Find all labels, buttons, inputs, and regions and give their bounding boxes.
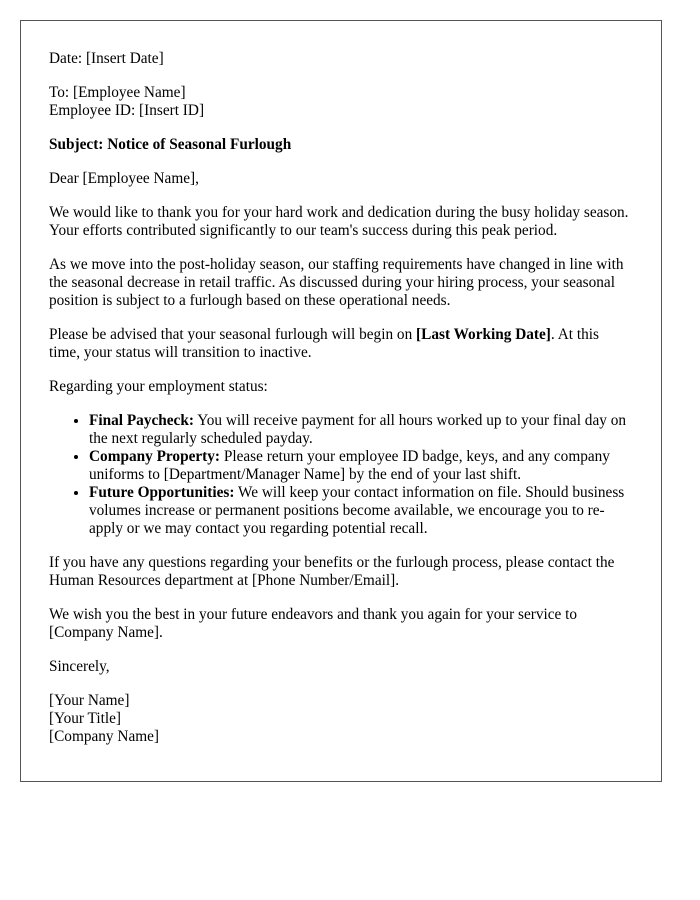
furlough-letter bbox=[20, 20, 662, 782]
paragraph-thanks: We would like to thank you for your hard work and dedication during the busy holiday season. Your efforts contributed significantly to our team's success during this peak period. bbox=[49, 204, 629, 239]
furlough-date-text-after: . At this time, your status will transition to inactive. bbox=[49, 326, 599, 361]
list-item-final-paycheck bbox=[89, 412, 633, 448]
status-intro: Regarding your employment status: bbox=[49, 378, 268, 395]
subject-line: Subject: Notice of Seasonal Furlough bbox=[49, 136, 292, 153]
list-item-text: You will receive payment for all hours worked up to your final day on the next regularly scheduled payday. bbox=[89, 412, 626, 447]
paragraph-contact: If you have any questions regarding your benefits or the furlough process, please contact the Human Resources department at [Phone Number/Email]. bbox=[49, 554, 615, 589]
list-item-company-property bbox=[89, 448, 633, 484]
employment-status-list bbox=[49, 412, 633, 538]
recipient-block bbox=[49, 84, 633, 120]
list-item-title: Future Opportunities: bbox=[89, 484, 235, 501]
closing: Sincerely, bbox=[49, 658, 110, 675]
paragraph-farewell: We wish you the best in your future endeavors and thank you again for your service to [Company Name]. bbox=[49, 606, 578, 641]
list-item-title: Final Paycheck: bbox=[89, 412, 194, 429]
last-working-date: [Last Working Date] bbox=[416, 326, 551, 343]
signature-title: [Your Title] bbox=[49, 710, 121, 727]
furlough-date-text-before: Please be advised that your seasonal furlough will begin on bbox=[49, 326, 417, 343]
signature-name: [Your Name] bbox=[49, 692, 130, 709]
salutation: Dear [Employee Name], bbox=[49, 170, 199, 187]
recipient-name: To: [Employee Name] bbox=[49, 84, 186, 101]
signature-company: [Company Name] bbox=[49, 728, 160, 745]
list-item-title: Company Property: bbox=[89, 448, 221, 465]
employee-id: Employee ID: [Insert ID] bbox=[49, 102, 205, 119]
signature-block bbox=[49, 692, 633, 746]
paragraph-staffing: As we move into the post-holiday season, our staffing requirements have changed in line with the seasonal decrease in retail traffic. As discussed during your hiring process, your seasonal position is subject to a furlough based on these operational needs. bbox=[49, 256, 624, 309]
paragraph-furlough-date bbox=[49, 326, 633, 362]
list-item-future-opportunities bbox=[89, 484, 633, 538]
date-line: Date: [Insert Date] bbox=[49, 50, 164, 67]
list-item-text: We will keep your contact information on file. Should business volumes increase or permanent positions become available, we encourage you to re-apply or we may contact you regarding potential recall. bbox=[89, 484, 625, 537]
list-item-text: Please return your employee ID badge, keys, and any company uniforms to [Department/Manager Name] by the end of your last shift. bbox=[89, 448, 610, 483]
